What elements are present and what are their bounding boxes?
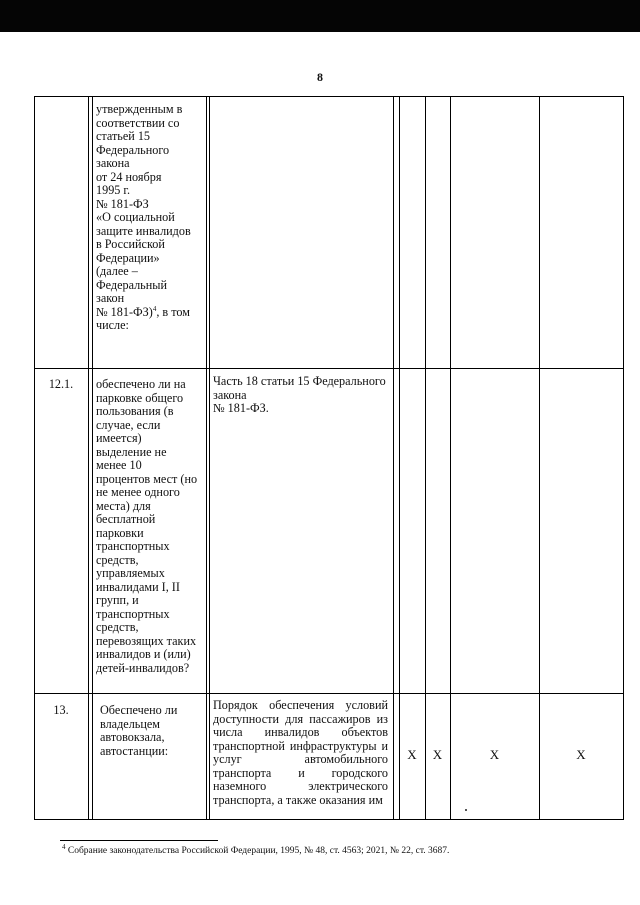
answer-no-mark: X bbox=[432, 747, 443, 762]
footnote-number: 4 bbox=[62, 842, 66, 851]
col-border bbox=[425, 96, 426, 820]
row-question: Обеспечено ли владельцем автовокзала, автостанции: bbox=[100, 703, 178, 758]
row-divider bbox=[34, 368, 624, 369]
table-top-border bbox=[34, 96, 624, 97]
table-bottom-border bbox=[34, 819, 624, 820]
question-text: утвержденным в соответствии со статьей 15 Федерального закона от 24 ноября 1995 г. № 181-ФЗ «О социальной защите инвалидов в Российской Федерации» (далее – Федеральный закон № 181-ФЗ) bbox=[96, 102, 191, 319]
row-question bbox=[96, 103, 204, 333]
col-border bbox=[539, 96, 540, 820]
page-number: 8 bbox=[317, 70, 323, 84]
col-border bbox=[399, 96, 400, 820]
col-border bbox=[209, 96, 210, 820]
row-number: 12.1. bbox=[48, 377, 74, 391]
col-border bbox=[393, 96, 394, 820]
scan-top-band bbox=[0, 0, 640, 32]
row-question: обеспечено ли на парковке общего пользования (в случае, если имеется) выделение не менее 10 процентов мест (но не менее одного места) для бесплатной парковки транспортных средств, управляемых инвалидами I, II групп, и транспортных средств, перевозящих таких инвалидов и (или) детей-инвалидов? bbox=[96, 377, 198, 675]
col-border bbox=[206, 96, 207, 820]
footnote-ref: 4 bbox=[152, 304, 157, 313]
row-legal-basis: Часть 18 статьи 15 Федерального закона № 181-ФЗ. bbox=[213, 374, 386, 415]
answer-na-mark: X bbox=[489, 747, 500, 762]
footnote bbox=[62, 842, 622, 857]
col-border bbox=[88, 96, 89, 820]
footnote-text: Собрание законодательства Российской Федерации, 1995, № 48, ст. 4563; 2021, № 22, ст. 3687. bbox=[67, 846, 450, 856]
scan-speck bbox=[465, 809, 467, 811]
checklist-table bbox=[34, 96, 624, 820]
col-border bbox=[623, 96, 624, 820]
footnote-separator bbox=[60, 840, 218, 841]
row-number: 13. bbox=[53, 703, 69, 717]
row-divider bbox=[34, 693, 624, 694]
answer-note-mark: X bbox=[576, 747, 586, 762]
row-legal-basis: Порядок обеспечения условий доступности для пассажиров из числа инвалидов объектов транспортной инфраструктуры и услуг автомобильного транспорта и городского наземного электрического транспорта, а также оказания им bbox=[213, 698, 388, 807]
answer-yes-mark: X bbox=[407, 747, 417, 762]
col-border bbox=[450, 96, 451, 820]
col-border bbox=[92, 96, 93, 820]
question-text-tail: , в том числе: bbox=[96, 304, 190, 332]
